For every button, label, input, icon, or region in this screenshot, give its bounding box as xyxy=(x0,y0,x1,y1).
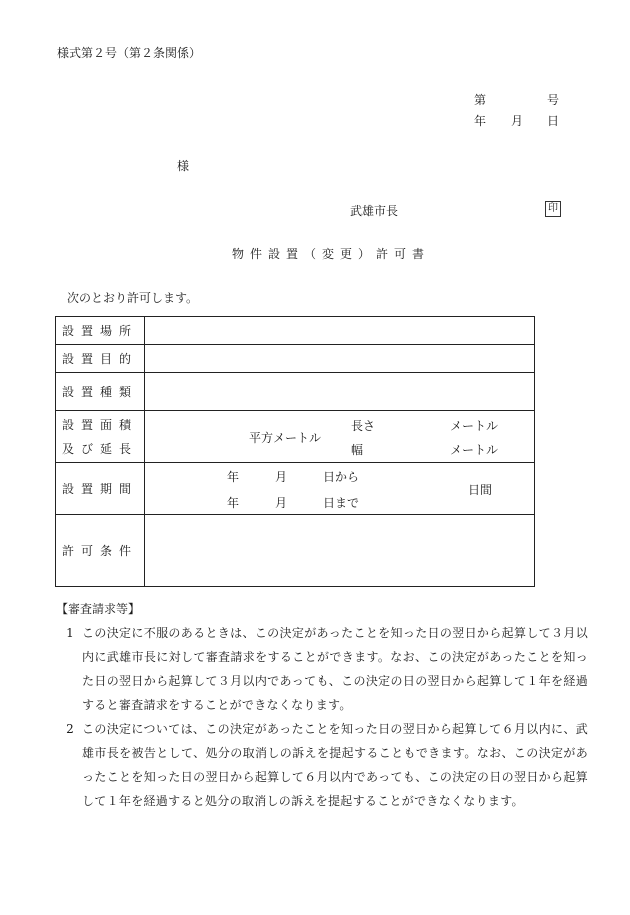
label-area xyxy=(56,411,145,463)
row-conditions xyxy=(56,515,535,587)
length-label: 長さ xyxy=(351,419,376,433)
label-location: 設置場所 xyxy=(56,317,145,345)
width-label: 幅 xyxy=(351,443,364,457)
label-area-line1: 設置面積 xyxy=(62,417,139,432)
date-day: 日 xyxy=(547,114,560,128)
note-number-2: 2 xyxy=(66,722,74,736)
note-text-1: この決定に不服のあるときは、この決定があったことを知った日の翌日から起算して３月以内に武雄市長に対して審査請求をすることができます。なお、この決定があったことを知った日の翌日から起算して３月以内であっても、この決定の日の翌日から起算して１年を経過すると審査請求をすることができなくなります。 xyxy=(82,626,588,712)
label-period: 設置期間 xyxy=(56,463,145,515)
appeal-notes xyxy=(58,597,588,813)
doc-number-dai: 第 xyxy=(474,93,487,107)
date-year: 年 xyxy=(474,114,487,128)
period-to-day: 日まで xyxy=(323,496,360,510)
note-item-1 xyxy=(58,621,588,717)
period-days: 日間 xyxy=(468,483,493,497)
notes-heading: 【審査請求等】 xyxy=(56,602,141,616)
label-conditions: 許可条件 xyxy=(56,515,145,587)
intro-text: 次のとおり許可します。 xyxy=(67,291,199,305)
value-type xyxy=(145,373,535,411)
doc-number-go: 号 xyxy=(547,93,560,107)
permit-form-table xyxy=(55,316,535,587)
period-from-year: 年 xyxy=(227,470,240,484)
value-conditions xyxy=(145,515,535,587)
seal-mark xyxy=(545,200,561,217)
width-unit: メートル xyxy=(450,443,499,457)
row-location xyxy=(56,317,535,345)
seal-icon: 印 xyxy=(545,201,561,217)
value-location xyxy=(145,317,535,345)
value-period xyxy=(145,463,535,515)
note-item-2 xyxy=(58,717,588,813)
value-purpose xyxy=(145,345,535,373)
form-number: 様式第２号（第２条関係） xyxy=(57,46,202,60)
row-area xyxy=(56,411,535,463)
period-from-month: 月 xyxy=(275,470,288,484)
length-unit: メートル xyxy=(450,419,499,433)
label-type: 設置種類 xyxy=(56,373,145,411)
period-to-month: 月 xyxy=(275,496,288,510)
label-area-line2: 及び延長 xyxy=(62,441,139,456)
row-purpose xyxy=(56,345,535,373)
issuer-name: 武雄市長 xyxy=(350,204,399,218)
note-number-1: 1 xyxy=(66,626,74,640)
note-text-2: この決定については、この決定があったことを知った日の翌日から起算して６月以内に、武雄市長を被告として、処分の取消しの訴えを提起することもできます。なお、この決定があったことを知った日の翌日から起算して６月以内であっても、この決定の日の翌日から起算して１年を経過すると処分の取消しの訴えを提起することができなくなります。 xyxy=(82,722,588,808)
value-area xyxy=(145,411,535,463)
area-unit: 平方メートル xyxy=(249,431,322,445)
label-purpose: 設置目的 xyxy=(56,345,145,373)
addressee-sama: 様 xyxy=(177,159,190,173)
document-title: 物件設置（変更）許可書 xyxy=(232,247,431,261)
period-from-day: 日から xyxy=(323,470,360,484)
row-type xyxy=(56,373,535,411)
date-month: 月 xyxy=(511,114,524,128)
row-period xyxy=(56,463,535,515)
period-to-year: 年 xyxy=(227,496,240,510)
